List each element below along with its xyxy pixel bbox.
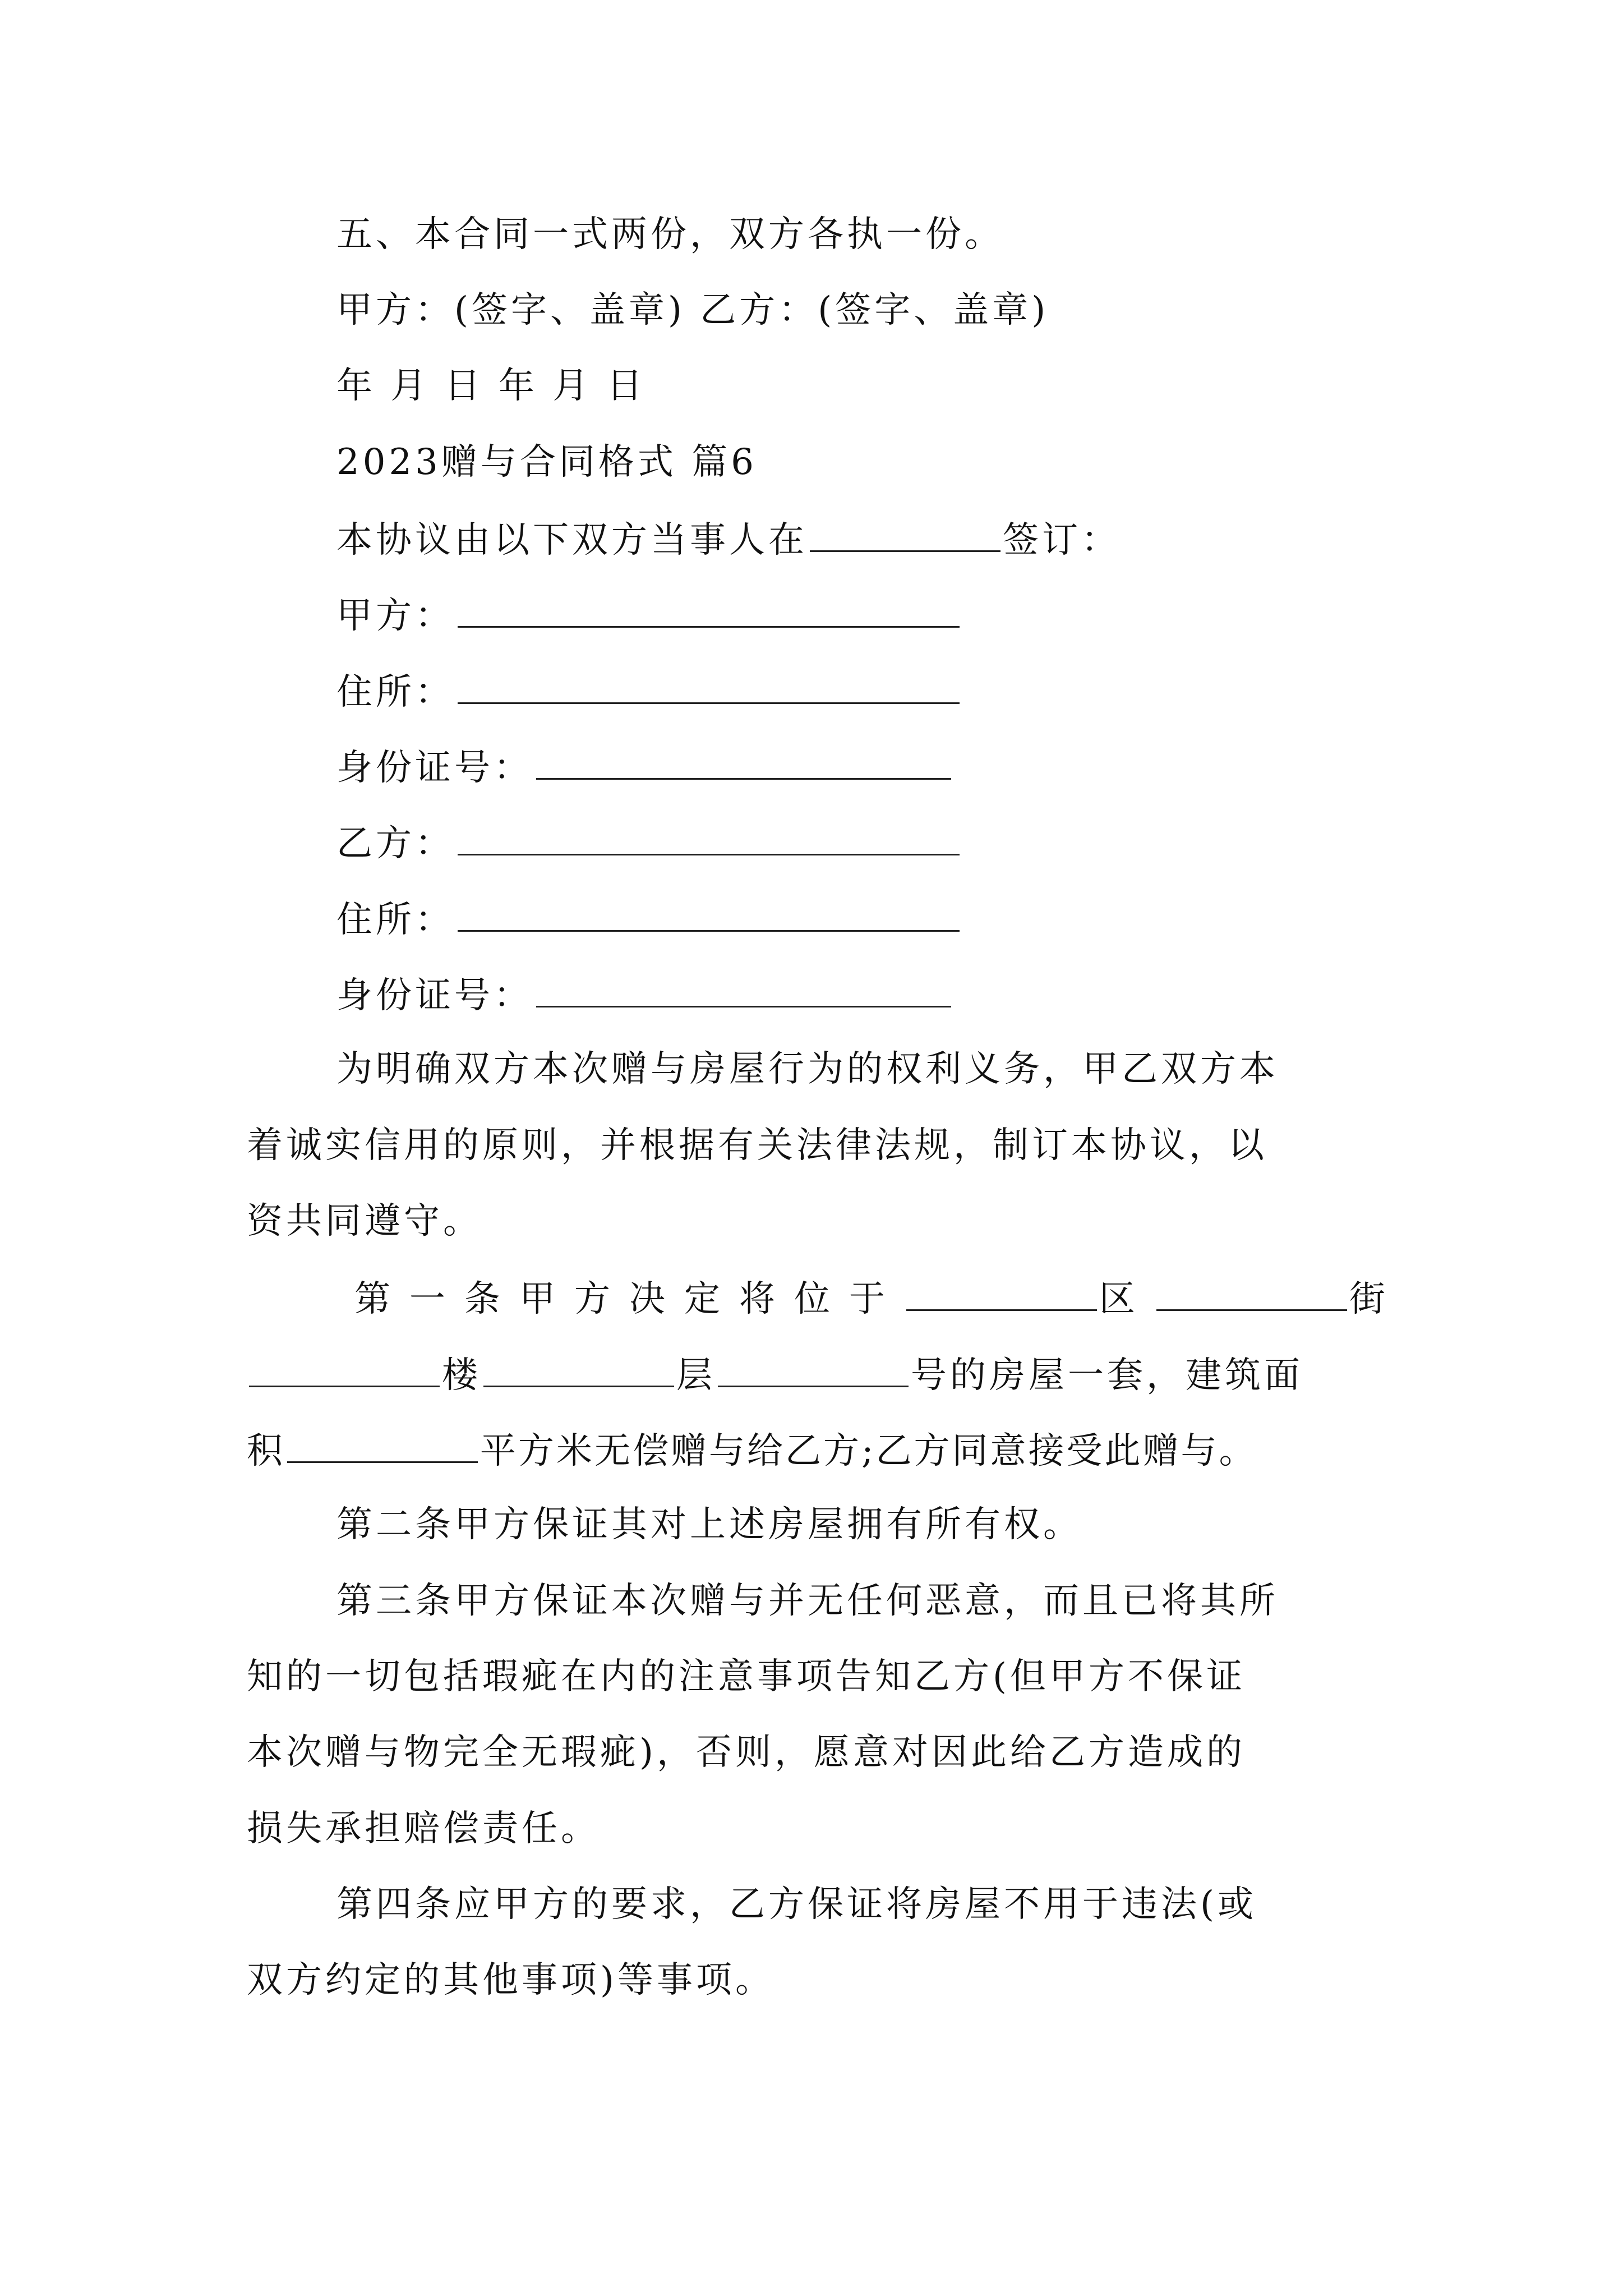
floor-blank xyxy=(718,1351,909,1387)
location-blank xyxy=(906,1274,1097,1311)
area-prefix: 积 xyxy=(247,1430,285,1472)
article-3-line: 第三条甲方保证本次赠与并无任何恶意，而且已将其所 xyxy=(336,1580,1279,1622)
area-blank xyxy=(287,1427,478,1463)
field-label: 甲方： xyxy=(336,595,454,637)
street-label: 街 xyxy=(1349,1278,1389,1320)
article-1-line-1 xyxy=(354,1274,1389,1322)
signature-line: 甲方：(签字、盖章) 乙方：(签字、盖章) xyxy=(336,289,1049,331)
field-label: 身份证号： xyxy=(336,975,533,1016)
field-label: 乙方： xyxy=(336,823,454,864)
article-3-line: 本次赠与物完全无瑕疵)，否则，愿意对因此给乙方造成的 xyxy=(247,1732,1246,1773)
party-b-field xyxy=(336,819,960,866)
field-blank xyxy=(458,591,960,628)
article-4-line: 双方约定的其他事项)等事项。 xyxy=(247,1959,774,2001)
district-label: 区 xyxy=(1099,1278,1154,1320)
article-4-line: 第四条应甲方的要求，乙方保证将房屋不用于违法(或 xyxy=(336,1884,1257,1925)
purpose-paragraph-line: 着诚实信用的原则，并根据有关法律法规，制订本协议，以 xyxy=(247,1125,1267,1166)
contract-copies-line: 五、本合同一式两份，双方各执一份。 xyxy=(336,214,1004,255)
article-1-line-3-end: 平方米无偿赠与给乙方;乙方同意接受此赠与。 xyxy=(480,1430,1257,1472)
article-2: 第二条甲方保证其对上述房屋拥有所有权。 xyxy=(336,1504,1082,1545)
intro-line xyxy=(336,516,1121,563)
party-a-address-field xyxy=(336,668,960,715)
building-blank xyxy=(483,1351,674,1387)
floor-label: 层 xyxy=(676,1355,716,1396)
field-blank xyxy=(458,819,960,855)
building-label: 楼 xyxy=(442,1355,481,1396)
field-label: 住所： xyxy=(336,671,454,713)
intro-text-after: 签订： xyxy=(1003,519,1121,561)
field-blank xyxy=(458,668,960,704)
party-b-id-field xyxy=(336,971,951,1018)
district-blank xyxy=(1156,1274,1347,1311)
article-3-line: 损失承担赔偿责任。 xyxy=(247,1808,600,1849)
intro-text-before: 本协议由以下双方当事人在 xyxy=(336,519,808,561)
article-1-start: 第一条甲方决定将位于 xyxy=(354,1278,904,1320)
purpose-paragraph-line: 为明确双方本次赠与房屋行为的权利义务，甲乙双方本 xyxy=(336,1048,1279,1090)
party-a-field xyxy=(336,591,960,638)
purpose-paragraph-line: 资共同遵守。 xyxy=(247,1200,482,1242)
party-a-id-field xyxy=(336,743,951,790)
field-blank xyxy=(536,971,951,1007)
section-title: 2023赠与合同格式 篇6 xyxy=(336,441,757,483)
article-1-line-3 xyxy=(247,1427,1257,1474)
field-blank xyxy=(536,743,951,780)
field-label: 身份证号： xyxy=(336,747,533,789)
article-1-line-2 xyxy=(247,1351,1303,1398)
street-blank xyxy=(249,1351,440,1387)
field-blank xyxy=(458,895,960,932)
signing-place-blank xyxy=(810,516,1000,552)
field-label: 住所： xyxy=(336,899,454,941)
party-b-address-field xyxy=(336,895,960,942)
date-line: 年 月 日 年 月 日 xyxy=(336,365,646,407)
article-3-line: 知的一切包括瑕疵在内的注意事项告知乙方(但甲方不保证 xyxy=(247,1656,1246,1697)
article-1-line-2-end: 号的房屋一套，建筑面 xyxy=(911,1355,1303,1396)
